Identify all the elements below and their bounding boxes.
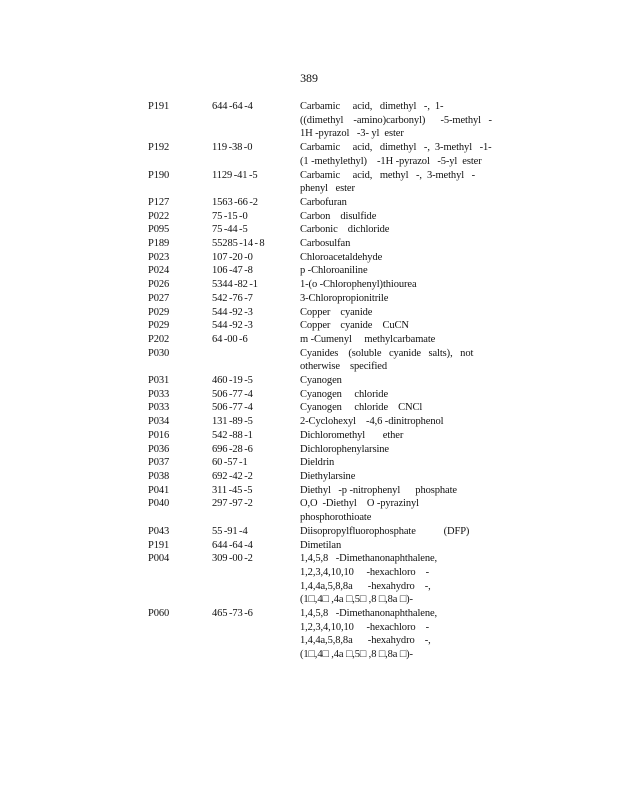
cas-number: 1563 -66 -2 [212,196,258,208]
table-row [148,497,493,524]
table-row [148,456,493,470]
substance-name [300,539,488,553]
table-row [148,278,493,292]
cas-number: 644 -64 -4 [212,539,253,551]
substance-name [300,456,488,470]
substance-name-line: Carbonic dichloride [300,224,390,236]
substance-name-line: Cyanogen chloride CNCl [300,402,423,414]
substance-name-line: Carbofuran [300,196,347,208]
page-number: 389 [300,71,318,85]
substance-name-line: Copper cyanide [300,306,373,318]
cas-number: 644 -64 -4 [212,101,253,112]
table-row [148,196,493,210]
table-row [148,484,493,498]
cas-number: 131 -89 -5 [212,416,253,428]
cas-number: 311 -45 -5 [212,484,253,496]
waste-code: P026 [148,279,170,291]
substance-name-line: 1,4,5,8 -Dimethanonaphthalene, [300,608,438,620]
substance-name [300,278,488,292]
waste-code: P031 [148,375,170,387]
waste-code: P029 [148,306,170,318]
substance-name-line: 2-Cyclohexyl -4,6 -dinitrophenol [300,416,444,428]
cas-number [212,347,300,374]
substance-name-line: m -Cumenyl methylcarbamate [300,333,436,345]
substance-name-line: Dieldrin [300,457,335,469]
table-row [148,347,493,374]
cas-number: 75 -15 -0 [212,210,248,222]
waste-code: P027 [148,292,170,304]
substance-name-line: 1H -pyrazol -3- yl ester [300,128,404,140]
cas-number: 506 -77 -4 [212,388,253,400]
table-row [148,319,493,333]
waste-code: P095 [148,224,170,236]
substance-name-line: Dimetilan [300,539,342,551]
substance-name-line: (1□,4□ ,4a □,5□ ,8 □,8a □)- [300,594,413,606]
substance-name-line: Cyanides (soluble cyanide salts), not [300,347,474,359]
waste-code: P029 [148,320,170,332]
cas-number: 107 -20 -0 [212,251,253,263]
waste-code: P043 [148,525,170,537]
table-row [148,223,493,237]
substance-name-line: 1-(o -Chlorophenyl)thiourea [300,279,417,291]
waste-code: P202 [148,333,170,345]
substance-name [300,401,488,415]
waste-code: P191 [148,539,170,551]
table-row [148,443,493,457]
waste-code: P016 [148,429,170,441]
substance-name-line: Carbamic acid, methyl -, 3-methyl - [300,169,476,181]
substance-name [300,415,488,429]
table-row [148,607,493,662]
cas-number: 542 -76 -7 [212,292,253,304]
table-row [148,100,493,141]
substance-name [300,525,488,539]
cas-number: 465 -73 -6 [212,608,253,620]
substance-name [300,100,492,141]
substance-name [300,319,488,333]
substance-name [300,292,488,306]
substance-name-line: ((dimethyl -amino)carbonyl) -5-methyl - [300,114,492,126]
substance-name [300,196,488,210]
substance-name [300,237,488,251]
substance-name-line: (1□,4□ ,4a □,5□ ,8 □,8a □)- [300,649,413,661]
substance-name-line: 1,4,5,8 -Dimethanonaphthalene, [300,553,438,565]
table-row [148,292,493,306]
substance-name-line: Diisopropylfluorophosphate (DFP) [300,525,470,537]
substance-name [300,333,488,347]
substance-name [300,552,488,607]
table-row [148,415,493,429]
substance-name [300,141,492,168]
substance-name-line: 1,4,4a,5,8,8a -hexahydro -, [300,635,431,647]
table-row [148,539,493,553]
substance-name [300,306,488,320]
waste-code: P023 [148,251,170,263]
waste-code: P030 [148,347,170,359]
substance-name [300,497,488,524]
cas-number: 542 -88 -1 [212,429,253,441]
waste-code: P040 [148,498,170,510]
waste-code: P034 [148,416,170,428]
table-row [148,141,493,168]
cas-number: 55 -91 -4 [212,525,248,537]
cas-number: 64 -00 -6 [212,333,248,345]
cas-number: 696 -28 -6 [212,443,253,455]
cas-number: 55285 -14 - 8 [212,238,265,250]
substance-name [300,388,488,402]
cas-number: 119 -38 -0 [212,142,253,154]
substance-name [300,347,488,374]
table-row [148,333,493,347]
waste-code: P022 [148,210,170,222]
table-row [148,306,493,320]
substance-name-line: (1 -methylethyl) -1H -pyrazol -5-yl ester [300,155,482,167]
substance-name [300,374,488,388]
substance-name-line: Diethylarsine [300,470,356,482]
substance-name-line: Dichlorophenylarsine [300,443,389,455]
cas-number: 544 -92 -3 [212,320,253,332]
waste-code: P190 [148,169,170,181]
table-row [148,210,493,224]
substance-name-line: Carbosulfan [300,238,351,250]
waste-code: P192 [148,142,170,154]
substance-name [300,223,488,237]
cas-number: 506 -77 -4 [212,402,253,414]
table-row [148,169,493,196]
substance-name [300,264,488,278]
waste-code: P036 [148,443,170,455]
substance-name-line: Chloroacetaldehyde [300,251,383,263]
substance-name [300,429,488,443]
substance-name [300,484,488,498]
waste-code: P041 [148,484,170,496]
cas-number: 60 -57 -1 [212,457,248,469]
table-row [148,374,493,388]
substance-name-line: Diethyl -p -nitrophenyl phosphate [300,484,457,496]
substance-name-line: 1,2,3,4,10,10 -hexachloro - [300,621,429,633]
substance-name-line: Carbamic acid, dimethyl -, 1- [300,101,444,112]
substance-name [300,607,488,662]
substance-name-line: 1,4,4a,5,8,8a -hexahydro -, [300,580,431,592]
table-row [148,388,493,402]
cas-number: 309 -00 -2 [212,553,253,565]
cas-number: 1129 -41 -5 [212,169,258,181]
waste-code: P037 [148,457,170,469]
substance-name [300,443,488,457]
waste-code: P191 [148,101,170,112]
cas-number: 297 -97 -2 [212,498,253,510]
waste-code: P004 [148,553,170,565]
substance-name [300,470,488,484]
waste-code: P038 [148,470,170,482]
substance-name-line: Dichloromethyl ether [300,429,404,441]
waste-code: P127 [148,196,170,208]
substance-name-line: Copper cyanide CuCN [300,320,409,332]
substance-name [300,169,488,196]
waste-code: P060 [148,608,170,620]
cas-number: 460 -19 -5 [212,375,253,387]
waste-code: P024 [148,265,170,277]
waste-code: P033 [148,388,170,400]
waste-code: P033 [148,402,170,414]
substance-name-line: Cyanogen chloride [300,388,389,400]
table-row [148,264,493,278]
table-row [148,552,493,607]
cas-number: 106 -47 -8 [212,265,253,277]
substance-name-line: Carbamic acid, dimethyl -, 3-methyl -1- [300,142,492,154]
table-row [148,251,493,265]
substance-name-line: phosphorothioate [300,512,372,524]
cas-number: 5344 -82 -1 [212,279,258,291]
substance-name-line: p -Chloroaniline [300,265,368,277]
cas-number: 75 -44 -5 [212,224,248,236]
table-row [148,470,493,484]
table-row [148,525,493,539]
table-row [148,237,493,251]
cas-number: 544 -92 -3 [212,306,253,318]
substance-name-line: Carbon disulfide [300,210,377,222]
substance-name [300,251,488,265]
substance-name-line: phenyl ester [300,183,355,195]
substance-name-line: Cyanogen [300,375,342,387]
waste-code: P189 [148,238,170,250]
table-row [148,429,493,443]
substance-name-line: otherwise specified [300,361,388,373]
cas-number: 692 -42 -2 [212,470,253,482]
substance-name-line: 3-Chloropropionitrile [300,292,389,304]
hazardous-waste-table [148,100,493,662]
substance-name [300,210,488,224]
table-row [148,401,493,415]
substance-name-line: O,O -Diethyl O -pyrazinyl [300,498,419,510]
substance-name-line: 1,2,3,4,10,10 -hexachloro - [300,566,429,578]
